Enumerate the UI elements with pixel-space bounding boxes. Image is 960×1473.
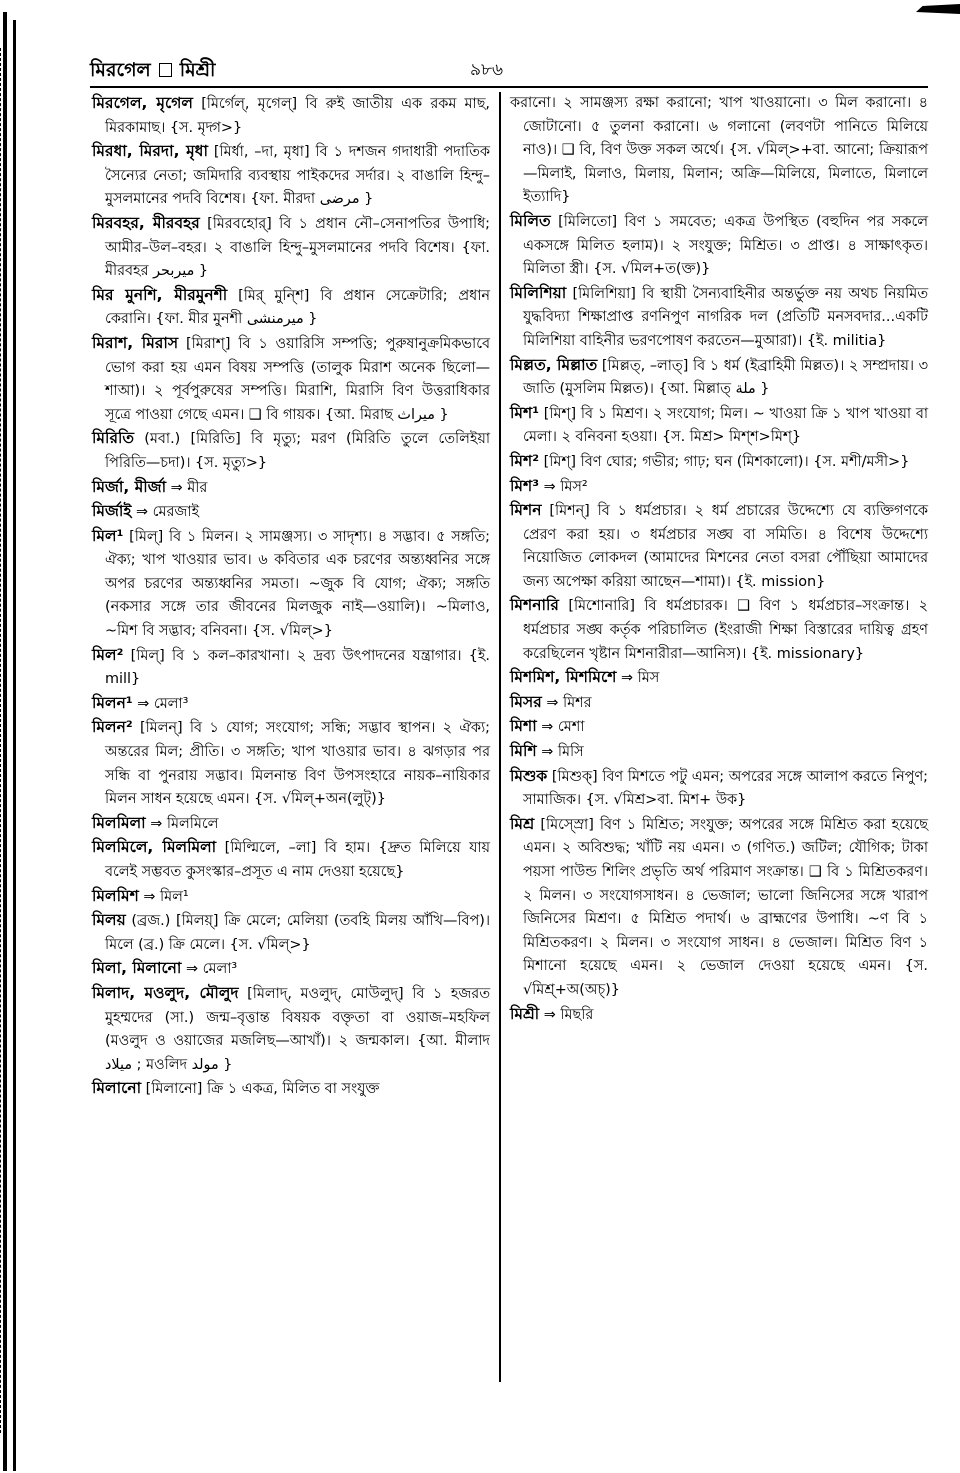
entry-headword: মিল¹ — [92, 526, 124, 545]
entry-headword: মিরিতি — [92, 429, 135, 448]
entry-definition: ⇒ মিস² — [543, 478, 588, 495]
entry-definition: [মিস্স্রো] বিণ ১ মিশ্রিত; সংযুক্ত; অপরের সঙ্গে মিশ্রিত করা হয়েছে এমন। ২ অবিশুদ্ধ; খাঁটি নয় এমন। ৩ (গণিত.) জটিল; যৌগিক; টাকা পয়সা পাউন্ড শিলিং প্রভৃতি অর্থ পরিমাণ সংক্রান্ত। ❑ বি ১ মিশ্রিতকরণ। ২ মিলন। ৩ সংযোগসাধন। ৪ ভেজাল; ভালো জিনিসের সঙ্গে খারাপ জিনিসের মিশ্রণ। ৫ মিশ্রিত পদার্থ। ৬ ব্রাহ্মণের উপাধি। ~ণ বি ১ মিশ্রিতকরণ। ২ মিলন। ৩ সংযোগ সাধন। ৪ ভেজাল। মিশ্রিত বিণ ১ মিশানো হয়েছে এমন। ২ ভেজাল দেওয়া হয়েছে এমন। {স. √মিশ্র্+অ(অচ্)} — [523, 816, 928, 998]
entry-headword: মিশনারি — [510, 596, 559, 615]
entry-headword: মিশা — [510, 717, 537, 736]
entry-definition: ⇒ মিল¹ — [143, 888, 189, 905]
entry-headword: মিলাদ, মওলুদ, মৌলুদ — [92, 983, 239, 1002]
dictionary-entry — [92, 716, 490, 811]
dictionary-entry — [92, 885, 490, 910]
dictionary-entry — [92, 644, 490, 692]
dictionary-entry — [510, 499, 928, 594]
dictionary-entry — [92, 957, 490, 982]
dictionary-entry — [92, 500, 490, 525]
entry-headword: মিলন² — [92, 718, 133, 737]
entry-headword: মির্জাই — [92, 502, 132, 521]
entry-headword: মিরবহর, মীরবহর — [92, 213, 200, 232]
dictionary-entry — [510, 210, 928, 282]
entry-headword: মিশ² — [510, 451, 540, 470]
binding-bar — [13, 20, 16, 1471]
entry-definition: [মিল্] বি ১ কল–কারখানা। ২ দ্রব্য উৎপাদনের যন্ত্রাগার। {ই. mill} — [105, 647, 490, 688]
dictionary-entry — [92, 92, 490, 140]
dictionary-entry — [92, 284, 490, 332]
dictionary-entry — [92, 909, 490, 957]
guide-word-first: মিরগেল — [90, 59, 151, 81]
entry-definition: [মির্ মুন্শি] বি প্রধান সেক্রেটারি; প্রধান কেরানি। {ফা. মীর মুনশী میرمنشی } — [105, 287, 490, 328]
dictionary-entry — [92, 1077, 490, 1102]
entry-definition: [মিরাশ্] বি ১ ওয়ারিসি সম্পত্তি; পুরুষানুক্রমিকভাবে ভোগ করা হয় এমন বিষয় সম্পত্তি (তালুক মিরাশ অনেক ছিলো—শাআ)। ২ পূর্বপুরুষের সম্পত্তি। মিরাশি, মিরাসি বিণ উত্তরাধিকার সূত্রে পাওয়া গেছে এমন। ❑ বি গায়ক। {আ. মিরাছ میراث } — [105, 335, 491, 423]
entry-definition: [মিলিশিয়া] বি স্থায়ী সৈন্যবাহিনীর অন্তর্ভুক্ত নয় অথচ নিয়মিত যুদ্ধবিদ্যা শিক্ষাপ্রাপ্ত রণনিপুণ নাগরিক দল (প্রতিটি মনসবদার...একটি মিলিশিয়া বাহিনীর ভরণপোষণ করতেন—মুআরা)। {ই. militia} — [523, 285, 928, 349]
entry-headword: মিলয় — [92, 911, 126, 930]
entry-headword: মিল্লত, মিল্লাত — [510, 355, 598, 374]
dictionary-entry — [510, 813, 928, 1003]
dictionary-entry — [510, 765, 928, 813]
entry-headword: মিশ¹ — [510, 403, 540, 422]
entry-definition: ⇒ মিছরি — [543, 1006, 594, 1023]
dictionary-entry — [510, 475, 928, 500]
entry-definition: [মিলন্] বি ১ যোগ; সংযোগ; সন্ধি; সদ্ভাব স্থাপন। ২ ঐক্য; অন্তরের মিল; প্রীতি। ৩ সঙ্গতি; খাপ খাওয়ার ভাব। ৪ ঝগড়ার পর সন্ধি বা পুনরায় সদ্ভাব। মিলনান্ত বিণ উপসংহারে নায়ক–নায়িকার মিলন সাধন হয়েছে এমন। {স. √মিল্+অন(লুট্)} — [105, 720, 491, 808]
binding-bar — [3, 12, 7, 1471]
entry-definition: [মিল্লত্, –লাত্] বি ১ ধর্ম (ইব্রাহিমী মিল্লত)। ২ সম্প্রদায়। ৩ জাতি (মুসলিম মিল্লত)। {আ. মিল্লাত্ ملة } — [523, 357, 928, 398]
entry-headword: মিলানো — [92, 1079, 142, 1098]
entry-headword: মিশমিশ, মিশমিশে — [510, 668, 617, 687]
entry-definition: [মিশ্] বিণ ঘোর; গভীর; গাঢ়; ঘন (মিশকালো)। {স. মশী/মসী>} — [543, 453, 910, 470]
entry-definition: ⇒ মেলা³ — [186, 961, 238, 978]
entry-definition: ⇒ মেশা — [541, 719, 585, 736]
entry-definition: করানো। ২ সামঞ্জস্য রক্ষা করানো; খাপ খাওয়ানো। ৩ মিল করানো। ৪ জোটানো। ৫ তুলনা করানো। ৬ গলানো (লবণটা পানিতে মিলিয়ে নাও)। ❑ বি, বিণ উক্ত সকল অর্থে। {স. √মিল্>+বা. আনো; ক্রিয়ারূপ—মিলাই, মিলাও, মিলায়, মিলান; অক্রি—মিলিয়ে, মিলাতে, মিলালে ইত্যাদি} — [510, 95, 928, 206]
column-divider — [499, 92, 501, 1382]
entry-headword: মিলন¹ — [92, 693, 133, 712]
entry-definition: [মিলানো] ক্রি ১ একত্র, মিলিত বা সংযুক্ত — [145, 1081, 380, 1098]
entry-headword: মিসর — [510, 692, 542, 711]
entry-definition: (মবা.) [মিরিতি] বি মৃত্যু; মরণ (মিরিতি তুলে তেলিইয়া পিরিতি—চদা)। {স. মৃত্যু>} — [105, 431, 490, 471]
entry-definition: ⇒ মেরজাই — [136, 504, 199, 521]
dictionary-entry — [92, 140, 490, 212]
guide-separator-box — [159, 63, 172, 77]
entry-headword: মিশ্রী — [510, 1004, 540, 1023]
entry-definition: [মিশ্] বি ১ মিশ্রণ। ২ সংযোগ; মিল। ~ খাওয়া ক্রি ১ খাপ খাওয়া বা মেলা। ২ বনিবনা হওয়া। {স. মিশ্র> মিশ্শ>মিশ্} — [523, 405, 928, 446]
entry-definition: [মির্ধা, –দা, মৃধা] বি ১ দশজন গদাধারী পদাতিক সৈন্যের নেতা; জমিদারি ব্যবস্থায় পাইকদের সর্দার। ২ বাঙালি হিন্দু–মুসলমানের পদবি বিশেষ। {ফা. মীরদা مرضی } — [105, 144, 490, 208]
entry-definition: ⇒ মেলা³ — [137, 695, 189, 712]
entry-headword: মিশি — [510, 742, 537, 761]
entry-definition: [মিরবহোর্] বি ১ প্রধান নৌ–সেনাপতির উপাধি; আমীর–উল–বহর। ২ বাঙালি হিন্দু–মুসলমানের পদবি বিশেষ। {ফা. মীরবহর میربحر } — [105, 215, 490, 280]
entry-definition: [মির্গেল্, মৃগেল্] বি রুই জাতীয় এক রকম মাছ, মিরকামাছ। {স. মৃদ্গ>} — [105, 96, 490, 136]
dictionary-entry — [92, 812, 490, 837]
left-column — [92, 92, 490, 1102]
page-number: ৯৮৬ — [470, 60, 504, 80]
entry-definition: [মিল্মিলে, –লা] বি হাম। {দ্রুত মিলিয়ে যায় বলেই সম্ভবত কুসংস্কার–প্রসূত এ নাম দেওয়া হয়েছে} — [105, 840, 491, 880]
dictionary-entry — [510, 691, 928, 716]
entry-headword: মিরাশ, মিরাস — [92, 333, 179, 352]
entry-definition: [মিলাদ্, মওলুদ্, মোউলুদ্] বি ১ হজরত মুহম্মদের (সা.) জন্ম–বৃত্তান্ত বিষয়ক বক্তৃতা বা ওয়াজ–মহফিল (মওলুদ ও ওয়াজের মজলিছ—আখাঁ)। ২ জন্মকাল। {আ. মীলাদ میلاد ; মওলিদ مولد } — [105, 985, 491, 1073]
entry-headword: মিলা, মিলানো — [92, 959, 182, 978]
guide-word-last: মিশ্রী — [179, 59, 216, 81]
entry-definition: ⇒ মিস — [620, 670, 660, 687]
dictionary-entry — [92, 332, 490, 427]
header-rule — [90, 86, 928, 88]
entry-headword: মিল² — [92, 645, 124, 664]
dictionary-entry — [92, 982, 490, 1077]
dictionary-entry — [92, 427, 490, 475]
entry-headword: মির্জা, মীর্জা — [92, 477, 167, 496]
entry-headword: মিশ্র — [510, 814, 535, 833]
dictionary-entry — [92, 476, 490, 501]
entry-definition: ⇒ মিশর — [546, 694, 592, 711]
binding-shadow — [0, 48, 2, 1433]
entry-headword: মিশন — [510, 501, 542, 520]
page-header — [90, 58, 928, 82]
entry-definition: ⇒ মিসি — [541, 744, 584, 761]
entry-definition: ⇒ মীর — [170, 479, 208, 496]
entry-definition: [মিলিতো] বিণ ১ সমবেত; একত্র উপস্থিত (বহুদিন পর সকলে একসঙ্গে মিলিত হলাম)। ২ সংযুক্ত; মিশ্রিত। ৩ প্রাপ্ত। ৪ সাক্ষাৎকৃত। মিলিতা স্ত্রী। {স. √মিল+ত(ক্ত)} — [523, 213, 928, 278]
dictionary-entry — [510, 402, 928, 450]
entry-headword: মিলিশিয়া — [510, 283, 567, 302]
dictionary-entry — [510, 594, 928, 666]
dictionary-entry — [92, 212, 490, 284]
entry-definition: [মিল্] বি ১ মিলন। ২ সামঞ্জস্য। ৩ সাদৃশ্য। ৪ সদ্ভাব। ৫ সঙ্গতি; ঐক্য; খাপ খাওয়ার ভাব। ৬ কবিতার এক চরণের অন্ত্যধ্বনির সঙ্গে অপর চরণের অন্ত্যধ্বনির সমতা। ~জুক বি যোগ; ঐক্য; সঙ্গতি (নকসার সঙ্গে তার জীবনের মিলজুক নাই—ওয়ালি)। ~মিলাও, ~মিশ বি সদ্ভাব; বনিবনা। {স. √মিল্>} — [105, 528, 491, 640]
entry-definition: [মিশোনারি] বি ধর্মপ্রচারক। ❑ বিণ ১ ধর্মপ্রচার–সংক্রান্ত। ২ ধর্মপ্রচার সঙ্ঘ কর্তৃক পরিচালিত (ইংরাজী শিক্ষা বিস্তারের দায়িত্ব গ্রহণ করেছিলেন খৃষ্টান মিশনারীরা—আনিস)। {ই. missionary} — [523, 598, 928, 662]
guide-words — [90, 58, 215, 82]
dictionary-entry — [92, 692, 490, 717]
entry-definition: ⇒ মিলমিলে — [150, 815, 219, 832]
dictionary-entry — [510, 666, 928, 691]
dictionary-entry — [92, 525, 490, 644]
right-column — [510, 92, 928, 1027]
dictionary-entry — [510, 740, 928, 765]
entry-headword: মির মুনশি, মীরমুনশী — [92, 285, 228, 304]
dictionary-entry — [510, 715, 928, 740]
dictionary-entry — [510, 1003, 928, 1028]
dictionary-entry — [510, 92, 928, 210]
entry-headword: মিরগেল, মৃগেল — [92, 94, 193, 112]
dictionary-entry — [510, 282, 928, 354]
dictionary-entry — [92, 836, 490, 884]
entry-definition: (ব্রজ.) [মিলয়্] ক্রি মেলে; মেলিয়া (তবহি মিলয় আঁখি—বিপ)। মিলে (ব্র.) ক্রি মেলে। {স. √মিল্>} — [105, 913, 490, 953]
page-binding-edge — [0, 8, 22, 1473]
entry-headword: মিলমিশ — [92, 886, 139, 905]
entry-headword: মিরধা, মিরদা, মৃধা — [92, 142, 208, 161]
entry-headword: মিলমিলে, মিলমিলা — [92, 838, 217, 857]
dictionary-entry — [510, 354, 928, 402]
entry-headword: মিলিত — [510, 211, 551, 230]
entry-headword: মিশ³ — [510, 476, 540, 495]
scan-corner-mark — [916, 4, 960, 14]
entry-definition: [মিশুক্] বিণ মিশতে পটু এমন; অপরের সঙ্গে আলাপ করতে নিপুণ; সামাজিক। {স. √মিশ্র>বা. মিশ+ উক} — [523, 768, 928, 809]
dictionary-entry — [510, 450, 928, 475]
entry-definition: [মিশন্] বি ১ ধর্মপ্রচার। ২ ধর্ম প্রচারের উদ্দেশ্যে যে ব্যক্তিগণকে প্রেরণ করা হয়। ৩ ধর্মপ্রচার সঙ্ঘ বা সমিতি। ৪ বিশেষ উদ্দেশ্যে নিয়োজিত লোকদল (আমাদের মিশনের নেতা বসরা পৌঁছিয়া আমাদের জন্য অপেক্ষা করিয়া আছেন—শামা)। {ই. mission} — [523, 503, 928, 590]
entry-headword: মিলমিলা — [92, 813, 146, 832]
entry-headword: মিশুক — [510, 766, 548, 785]
